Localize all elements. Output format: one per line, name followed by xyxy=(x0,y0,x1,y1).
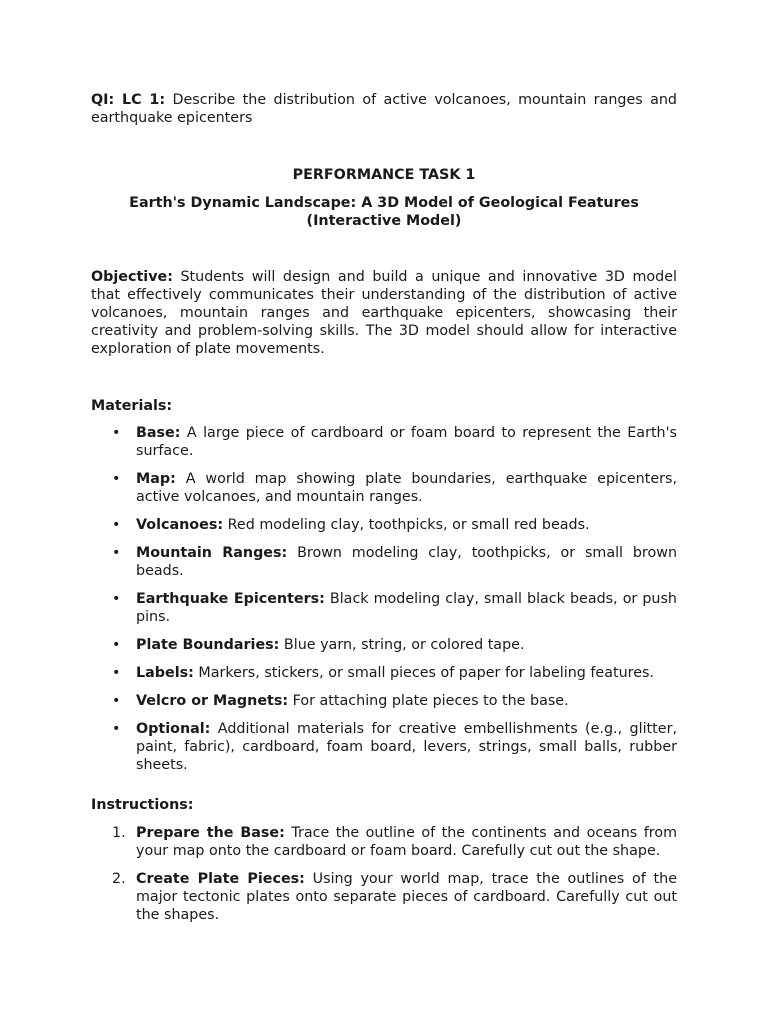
item-label: Mountain Ranges: xyxy=(136,545,288,561)
item-label: Earthquake Epicenters: xyxy=(136,591,325,607)
list-item xyxy=(91,590,677,626)
bullet-icon: • xyxy=(112,665,121,681)
objective-text: Students will design and build a unique and innovative 3D model that effectively communicates their understanding of the distribution of active volcanoes, mountain ranges and earthquake epicenters, showcasing their creativity and problem-solving skills. The 3D model should allow for interactive exploration of plate movements. xyxy=(91,269,677,357)
item-text: Red modeling clay, toothpicks, or small red beads. xyxy=(223,517,590,533)
bullet-icon: • xyxy=(112,545,121,561)
objective-paragraph xyxy=(91,268,677,358)
bullet-icon: • xyxy=(112,517,121,533)
item-label: Optional: xyxy=(136,721,211,737)
item-text: A large piece of cardboard or foam board to represent the Earth's surface. xyxy=(136,425,677,459)
item-text: Brown modeling clay, toothpicks, or small brown beads. xyxy=(136,545,678,579)
item-label: Base: xyxy=(136,425,181,441)
objective-label: Objective: xyxy=(91,269,173,285)
item-label: Volcanoes: xyxy=(136,517,224,533)
task-subtitle-text: Earth's Dynamic Landscape: A 3D Model of Geological Features (Interactive Model) xyxy=(129,195,639,229)
list-item xyxy=(91,516,677,534)
item-label: Velcro or Magnets: xyxy=(136,693,289,709)
materials-list xyxy=(91,424,677,784)
item-label: Labels: xyxy=(136,665,194,681)
item-text: Additional materials for creative embellishments (e.g., glitter, paint, fabric), cardboard, foam board, levers, strings, small balls, rubber sheets. xyxy=(136,721,677,773)
list-item xyxy=(91,824,677,860)
item-text: Black modeling clay, small black beads, or push pins. xyxy=(136,591,677,625)
list-item xyxy=(91,470,677,506)
item-text: Blue yarn, string, or colored tape. xyxy=(279,637,525,653)
instructions-list xyxy=(91,824,677,934)
item-label: Map: xyxy=(136,471,176,487)
item-label: Prepare the Base: xyxy=(136,825,285,841)
bullet-icon: • xyxy=(112,471,121,487)
list-item xyxy=(91,664,677,682)
task-title: PERFORMANCE TASK 1 xyxy=(292,167,476,183)
item-text: A world map showing plate boundaries, earthquake epicenters, active volcanoes, and mountain ranges. xyxy=(136,471,677,505)
item-text: Trace the outline of the continents and oceans from your map onto the cardboard or foam board. Carefully cut out the shape. xyxy=(136,825,677,859)
item-number: 2. xyxy=(112,871,126,887)
bullet-icon: • xyxy=(112,637,121,653)
qi-label: QI: LC 1: xyxy=(91,92,166,108)
item-label: Create Plate Pieces: xyxy=(136,871,305,887)
list-item xyxy=(91,720,677,774)
list-item xyxy=(91,544,677,580)
item-label: Plate Boundaries: xyxy=(136,637,280,653)
materials-heading: Materials: xyxy=(91,398,173,414)
instructions-heading: Instructions: xyxy=(91,797,194,813)
list-item xyxy=(91,424,677,460)
task-subtitle xyxy=(91,194,677,230)
list-item xyxy=(91,870,677,924)
bullet-icon: • xyxy=(112,591,121,607)
bullet-icon: • xyxy=(112,425,121,441)
qi-learning-competency xyxy=(91,91,677,127)
bullet-icon: • xyxy=(112,721,121,737)
list-item xyxy=(91,636,677,654)
list-item xyxy=(91,692,677,710)
item-text: Markers, stickers, or small pieces of paper for labeling features. xyxy=(193,665,654,681)
item-number: 1. xyxy=(112,825,126,841)
item-text: Using your world map, trace the outlines of the major tectonic plates onto separate pieces of cardboard. Carefully cut out the shapes. xyxy=(136,871,677,923)
item-text: For attaching plate pieces to the base. xyxy=(288,693,569,709)
bullet-icon: • xyxy=(112,693,121,709)
qi-text: Describe the distribution of active volcanoes, mountain ranges and earthquake epicenters xyxy=(91,92,677,126)
